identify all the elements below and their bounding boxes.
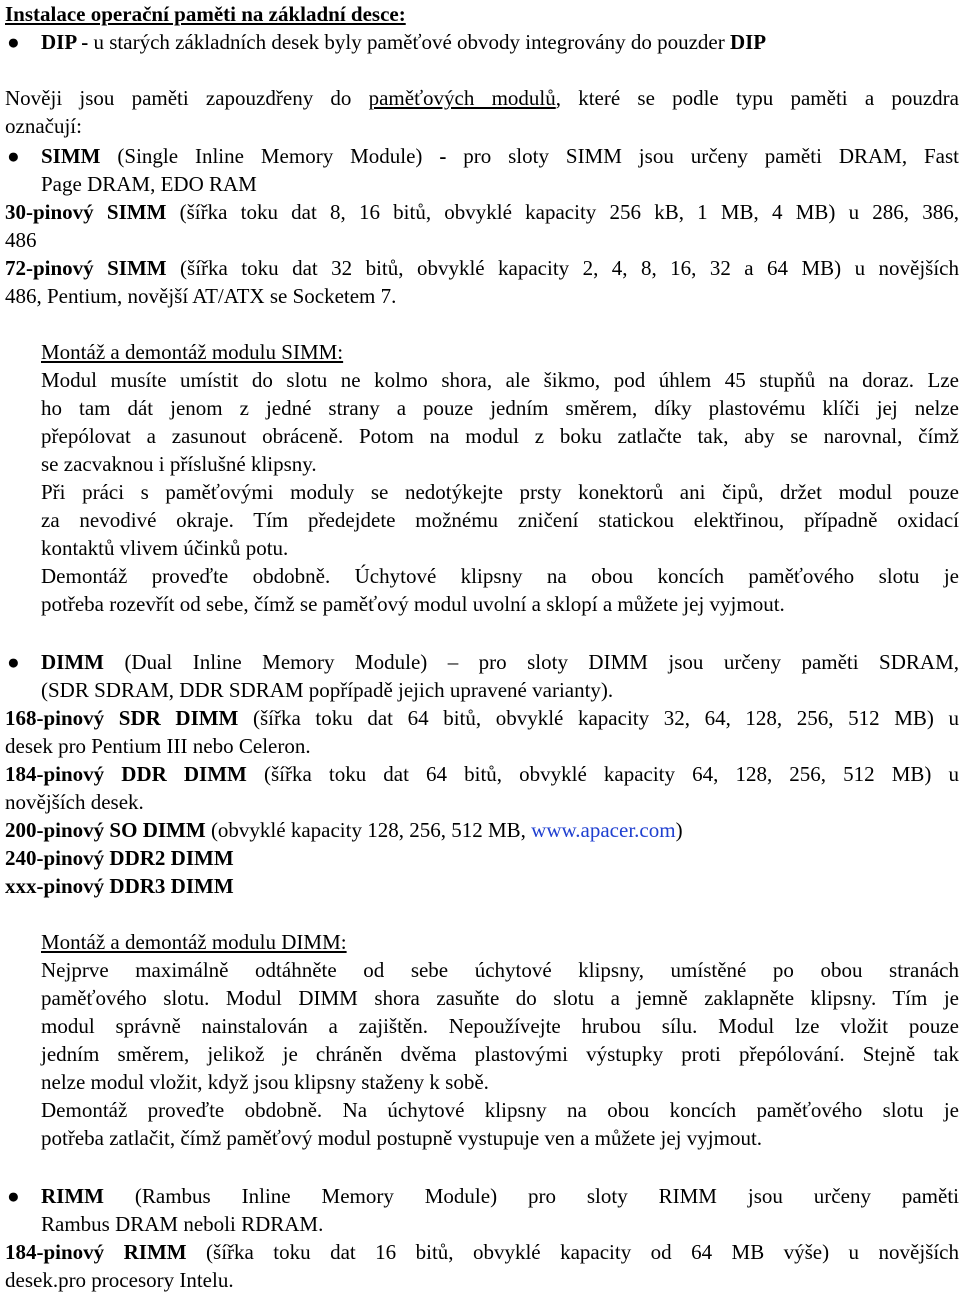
simm-mount-line: Modul musíte umístit do slotu ne kolmo shora, ale šikmo, pod úhlem 45 stupňů na doraz. Lze	[41, 368, 959, 392]
memory-modules-link[interactable]: paměťových modulů	[368, 86, 556, 110]
bullet-icon: ●	[7, 144, 20, 168]
dimm-240pin-line: 240-pinový DDR2 DIMM	[5, 846, 234, 870]
simm-mount-line: potřeba rozevřít od sebe, čímž se paměťový modul uvolní a sklopí a můžete jej vyjmout.	[41, 592, 785, 616]
dimm-xxxpin-line: xxx-pinový DDR3 DIMM	[5, 874, 234, 898]
simm-mount-line: se zacvaknou i příslušné klipsny.	[41, 452, 317, 476]
dimm-184pin-line-2: novějších desek.	[5, 790, 144, 814]
dimm-mount-heading: Montáž a demontáž modulu DIMM:	[41, 930, 347, 954]
dimm-184pin-line-1: 184-pinový DDR DIMM (šířka toku dat 64 bitů, obvyklé kapacity 64, 128, 256, 512 MB) u	[5, 762, 959, 786]
intro-line-2: označují:	[5, 114, 82, 138]
simm-item-line-2: Page DRAM, EDO RAM	[41, 172, 257, 196]
simm-72pin-line-2: 486, Pentium, novější AT/ATX se Socketem 7.	[5, 284, 397, 308]
simm-30pin-line-2: 486	[5, 228, 37, 252]
dimm-mount-line: modul správně nainstalován a zajištěn. Nepoužívejte hrubou sílu. Modul lze vložit pouze	[41, 1014, 959, 1038]
dimm-item-line-2: (SDR SDRAM, DDR SDRAM popřípadě jejich upravené varianty).	[41, 678, 614, 702]
dimm-item-line-1: DIMM (Dual Inline Memory Module) – pro sloty DIMM jsou určeny paměti SDRAM,	[41, 650, 959, 674]
simm-mount-heading: Montáž a demontáž modulu SIMM:	[41, 340, 344, 364]
simm-mount-line: ho tam dát jenom z jedné strany a pouze jedním směrem, díky plastovému klíči jej nelze	[41, 396, 959, 420]
simm-mount-line: za nevodivé okraje. Tím předejdete možnému zničení statickou elektřinou, případně oxidací	[41, 508, 959, 532]
dimm-200pin-line: 200-pinový SO DIMM (obvyklé kapacity 128, 256, 512 MB, www.apacer.com)	[5, 818, 683, 842]
dimm-mount-line: Demontáž proveďte obdobně. Na úchytové klipsny na obou koncích paměťového slotu je	[41, 1098, 959, 1122]
simm-item-line-1: SIMM (Single Inline Memory Module) - pro sloty SIMM jsou určeny paměti DRAM, Fast	[41, 144, 959, 168]
dimm-mount-line: Nejprve maximálně odtáhněte od sebe úchytové klipsny, umístěné po obou stranách	[41, 958, 959, 982]
bullet-icon: ●	[7, 1184, 20, 1208]
dip-item: DIP - u starých základních desek byly paměťové obvody integrovány do pouzder DIP	[41, 30, 767, 54]
simm-mount-line: přepólovat a zasunout obráceně. Potom na modul z boku zatlačte tak, aby se narovnal, čímž	[41, 424, 959, 448]
dimm-mount-line: paměťového slotu. Modul DIMM shora zasuňte do slotu a jemně zaklapněte klipsny. Tím je	[41, 986, 959, 1010]
dimm-mount-line: jedním směrem, jelikož je chráněn dvěma plastovými výstupky proti přepólování. Stejně tak	[41, 1042, 959, 1066]
simm-mount-line: Při práci s paměťovými moduly se nedotýkejte prsty konektorů ani čipů, držet modul pouze	[41, 480, 959, 504]
bullet-icon: ●	[7, 30, 20, 54]
document-title: Instalace operační paměti na základní desce:	[5, 2, 406, 26]
bullet-icon: ●	[7, 650, 20, 674]
rimm-184pin-line-2: desek.pro procesory Intelu.	[5, 1268, 234, 1292]
simm-30pin-line-1: 30-pinový SIMM (šířka toku dat 8, 16 bitů, obvyklé kapacity 256 kB, 1 MB, 4 MB) u 286, 386,	[5, 200, 959, 224]
rimm-item-line-1: RIMM (Rambus Inline Memory Module) pro sloty RIMM jsou určeny paměti	[41, 1184, 959, 1208]
dimm-mount-line: nelze modul vložit, když jsou klipsny staženy k sobě.	[41, 1070, 489, 1094]
simm-mount-line: Demontáž proveďte obdobně. Úchytové klipsny na obou koncích paměťového slotu je	[41, 564, 959, 588]
dimm-168pin-line-2: desek pro Pentium III nebo Celeron.	[5, 734, 311, 758]
simm-mount-line: kontaktů vlivem účinků potu.	[41, 536, 289, 560]
dimm-168pin-line-1: 168-pinový SDR DIMM (šířka toku dat 64 bitů, obvyklé kapacity 32, 64, 128, 256, 512 MB) u	[5, 706, 959, 730]
rimm-184pin-line-1: 184-pinový RIMM (šířka toku dat 16 bitů, obvyklé kapacity od 64 MB výše) u novějších	[5, 1240, 959, 1264]
intro-line-1: Nověji jsou paměti zapouzdřeny do paměťových modulů, které se podle typu paměti a pouzdra	[5, 86, 959, 110]
apacer-link[interactable]: www.apacer.com	[531, 818, 676, 842]
simm-72pin-line-1: 72-pinový SIMM (šířka toku dat 32 bitů, obvyklé kapacity 2, 4, 8, 16, 32 a 64 MB) u novějších	[5, 256, 959, 280]
rimm-item-line-2: Rambus DRAM neboli RDRAM.	[41, 1212, 324, 1236]
dimm-mount-line: potřeba zatlačit, čímž paměťový modul postupně vystupuje ven a můžete jej vyjmout.	[41, 1126, 763, 1150]
